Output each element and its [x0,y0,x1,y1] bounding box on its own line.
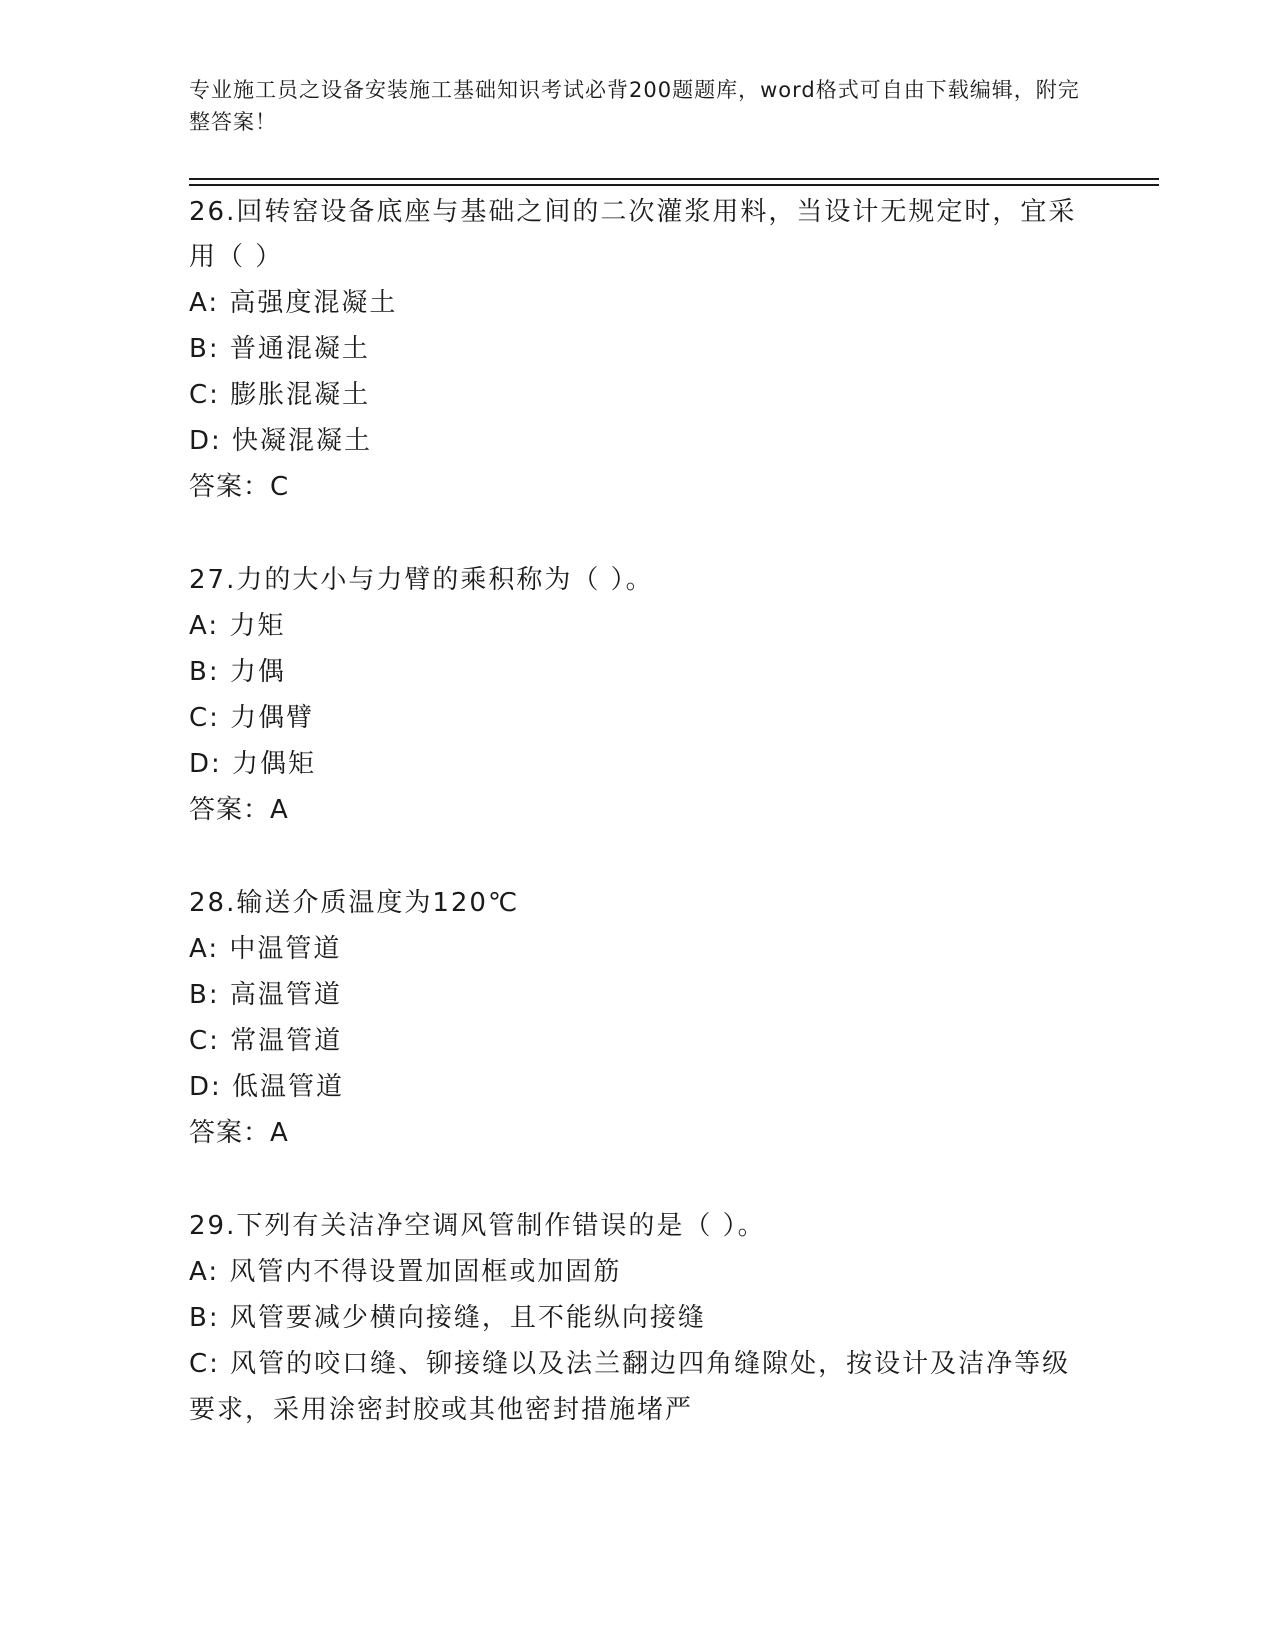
header-divider-top [189,178,1159,180]
question-stem: 26.回转窑设备底座与基础之间的二次灌浆用料，当设计无规定时，宜采用（ ） [189,197,1077,272]
question-stem: 28.输送介质温度为120℃ [189,888,520,918]
option-c: C: 常温管道 [189,1026,343,1056]
option-c: C: 风管的咬口缝、铆接缝以及法兰翻边四角缝隙处，按设计及洁净等级要求，采用涂密封胶或其他密封措施堵严 [189,1349,1071,1425]
option-a: A: 高强度混凝土 [189,288,398,318]
question-stem: 29.下列有关洁净空调风管制作错误的是（ ）。 [189,1211,766,1241]
option-b: B: 普通混凝土 [189,334,370,364]
option-a: A: 力矩 [189,611,286,641]
option-a: A: 风管内不得设置加固框或加固筋 [189,1257,622,1287]
option-d: D: 快凝混凝土 [189,426,373,456]
question-list [189,188,1089,1479]
option-c: C: 膨胀混凝土 [189,380,371,410]
option-d: D: 低温管道 [189,1072,345,1102]
option-b: B: 风管要减少横向接缝，且不能纵向接缝 [189,1303,706,1333]
answer: 答案：A [189,1118,289,1148]
answer: 答案：A [189,795,289,825]
header-divider-bottom [189,184,1159,186]
document-header: 专业施工员之设备安装施工基础知识考试必背200题题库，word格式可自由下载编辑，附完整答案！ [189,78,1080,134]
option-b: B: 力偶 [189,657,286,687]
option-d: D: 力偶矩 [189,749,317,779]
option-b: B: 高温管道 [189,980,342,1010]
question-stem: 27.力的大小与力臂的乘积称为（ ）。 [189,565,654,595]
question-27 [189,556,1089,833]
question-29 [189,1202,1089,1433]
option-c: C: 力偶臂 [189,703,315,733]
question-26 [189,188,1089,510]
option-a: A: 中温管道 [189,934,342,964]
question-28 [189,879,1089,1156]
answer: 答案：C [189,472,290,502]
